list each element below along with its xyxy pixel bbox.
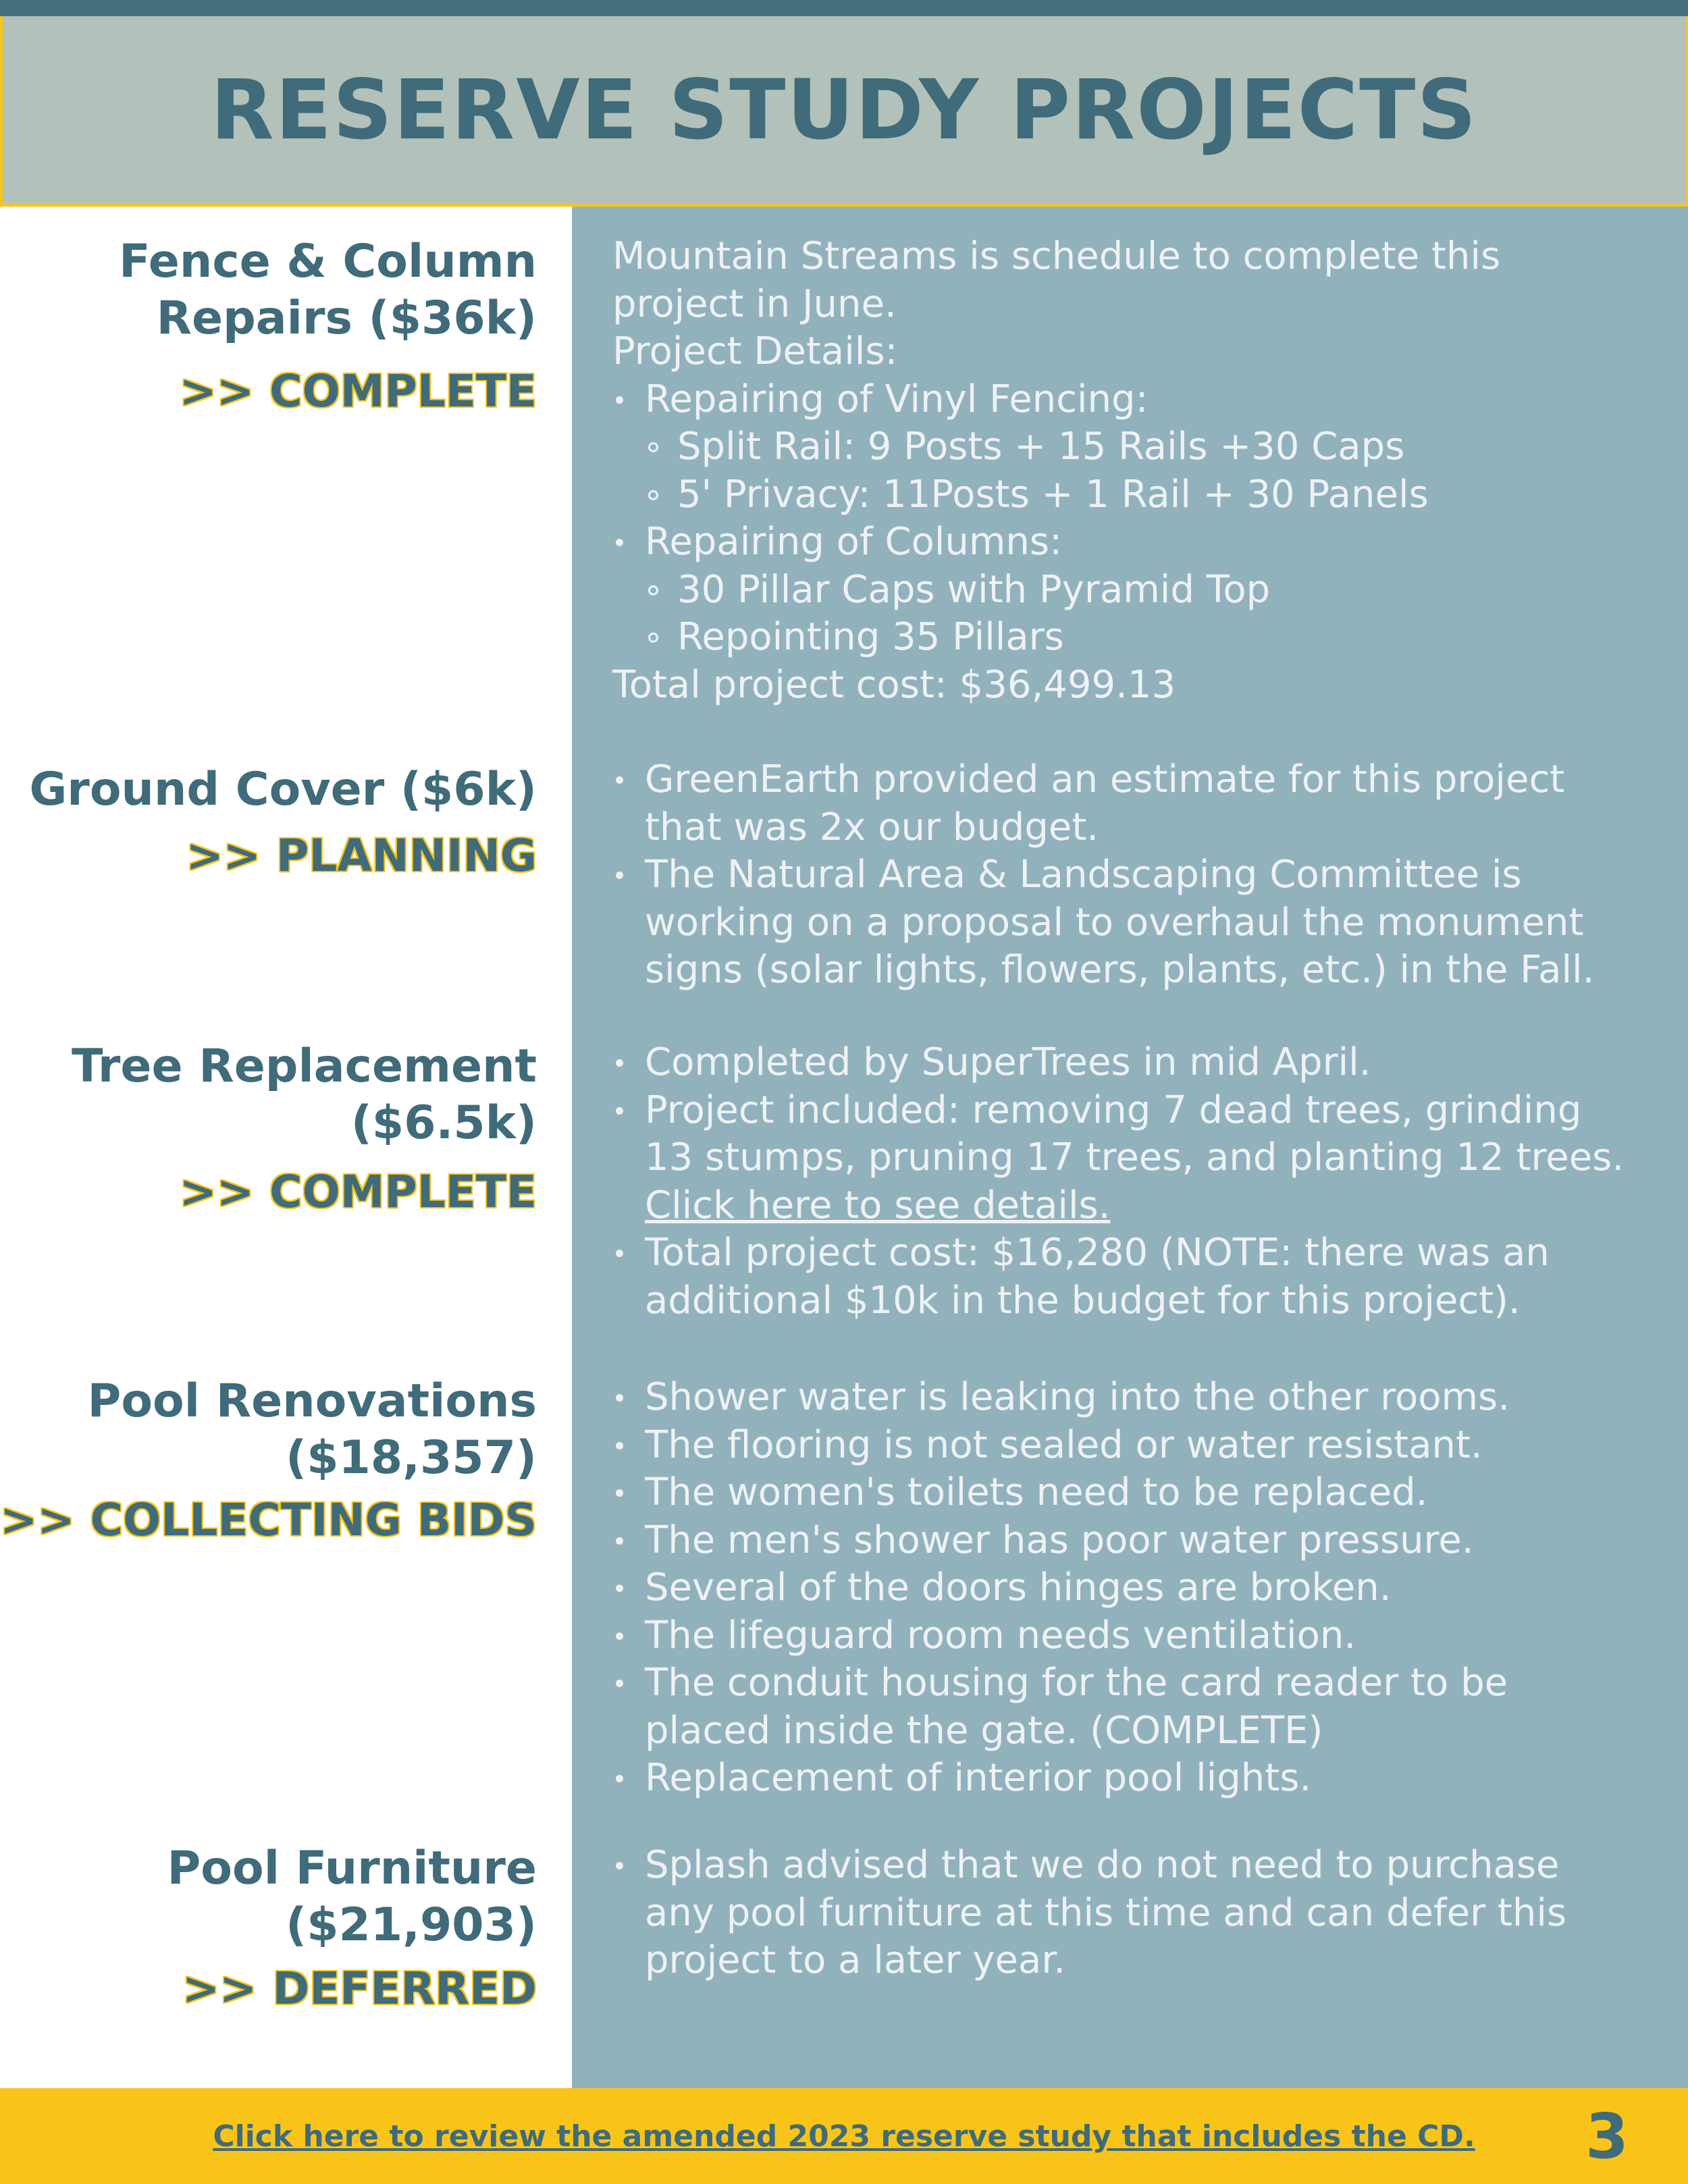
project-desc-fence: [612, 233, 1679, 709]
project-title-line: Pool Furniture: [167, 1842, 537, 1895]
list-item: The women's toilets need to be replaced.: [612, 1469, 1679, 1517]
project-title-pool-furniture: [167, 1840, 537, 1954]
list-item: [612, 756, 1679, 851]
list-item: [612, 1659, 1679, 1755]
top-accent-bar: [0, 0, 1688, 16]
details-list: [612, 376, 1679, 662]
list-item: Repairing of Vinyl Fencing:: [612, 376, 1679, 424]
list-item: The flooring is not sealed or water resistant.: [612, 1422, 1679, 1470]
project-desc-ground-cover: [612, 756, 1679, 994]
list-item: Shower water is leaking into the other rooms.: [612, 1374, 1679, 1422]
list-item: Replacement of interior pool lights.: [612, 1755, 1679, 1803]
desc-line: any pool furniture at this time and can defer this: [645, 1890, 1567, 1935]
desc-line: project in June.: [612, 282, 897, 326]
status-badge-fence: >> COMPLETE: [179, 365, 537, 417]
details-list: [612, 1374, 1679, 1803]
list-item: [612, 1229, 1679, 1325]
project-desc-pool-furniture: [612, 1842, 1679, 1985]
project-title-line: ($6.5k): [350, 1096, 537, 1150]
project-title-line: Pool Renovations: [87, 1375, 537, 1428]
status-badge-pool-renovations: >> COLLECTING BIDS: [0, 1494, 537, 1546]
desc-line: additional $10k in the budget for this project).: [645, 1278, 1521, 1323]
list-item: [612, 1087, 1679, 1230]
desc-line: 13 stumps, pruning 17 trees, and planting 12 trees.: [645, 1136, 1625, 1179]
list-item: [612, 851, 1679, 994]
project-title-line: Tree Replacement: [71, 1040, 537, 1093]
list-item: Several of the doors hinges are broken.: [612, 1564, 1679, 1612]
project-title-line: Fence & Column: [119, 235, 537, 288]
desc-line: The conduit housing for the card reader to be: [645, 1661, 1508, 1705]
desc-line: working on a proposal to overhaul the monument: [645, 900, 1584, 944]
desc-line: signs (solar lights, flowers, plants, etc.) in the Fall.: [645, 948, 1595, 992]
desc-line: that was 2x our budget.: [645, 805, 1099, 849]
project-title-pool-renovations: [88, 1373, 537, 1487]
project-desc-pool-renovations: [612, 1374, 1679, 1803]
total-cost: Total project cost: $36,499.13: [612, 662, 1176, 707]
desc-line: Total project cost: $16,280 (NOTE: there was an: [645, 1231, 1550, 1275]
desc-line: Splash advised that we do not need to purchase: [645, 1843, 1560, 1887]
desc-line: Project Details:: [612, 329, 898, 373]
project-title-line: Ground Cover ($6k): [29, 763, 537, 816]
list-item: The men's shower has poor water pressure.: [612, 1517, 1679, 1565]
sub-list-item: 5' Privacy: 11Posts + 1 Rail + 30 Panels: [612, 471, 1679, 519]
details-list: [612, 1039, 1679, 1325]
status-badge-pool-furniture: >> DEFERRED: [182, 1963, 537, 2015]
details-list: [612, 756, 1679, 994]
page-number: 3: [1585, 2100, 1629, 2173]
page-title: RESERVE STUDY PROJECTS: [210, 61, 1478, 158]
tree-details-link[interactable]: Click here to see details.: [645, 1183, 1111, 1227]
project-desc-tree: [612, 1039, 1679, 1325]
project-title-line: ($21,903): [286, 1898, 537, 1952]
desc-line: GreenEarth provided an estimate for this project: [645, 757, 1565, 801]
desc-line: Mountain Streams is schedule to complete this: [612, 234, 1501, 278]
page-header: [0, 16, 1688, 207]
list-item: Repairing of Columns:: [612, 518, 1679, 566]
sub-list-item: 30 Pillar Caps with Pyramid Top: [612, 566, 1679, 614]
list-item: [612, 1842, 1679, 1985]
project-title-ground-cover: [29, 762, 537, 818]
project-title-line: ($18,357): [286, 1431, 537, 1485]
sub-list-item: Split Rail: 9 Posts + 15 Rails +30 Caps: [612, 423, 1679, 471]
sub-list-item: Repointing 35 Pillars: [612, 614, 1679, 662]
list-item: Completed by SuperTrees in mid April.: [612, 1039, 1679, 1087]
desc-line: Project included: removing 7 dead trees, grinding: [645, 1088, 1582, 1132]
project-title-tree: [72, 1038, 537, 1152]
desc-line: placed inside the gate. (COMPLETE): [645, 1708, 1323, 1753]
status-badge-ground-cover: >> PLANNING: [186, 830, 537, 882]
project-title-fence: [119, 234, 537, 347]
details-list: [612, 1842, 1679, 1985]
reserve-study-link[interactable]: Click here to review the amended 2023 reserve study that includes the CD.: [213, 2119, 1475, 2154]
status-badge-tree: >> COMPLETE: [179, 1166, 537, 1218]
list-item: The lifeguard room needs ventilation.: [612, 1612, 1679, 1660]
desc-line: project to a later year.: [645, 1938, 1065, 1982]
project-titles-column: [0, 207, 537, 2088]
desc-line: The Natural Area & Landscaping Committee is: [645, 853, 1522, 897]
page-footer: [0, 2088, 1688, 2184]
project-title-line: Repairs ($36k): [156, 292, 537, 345]
